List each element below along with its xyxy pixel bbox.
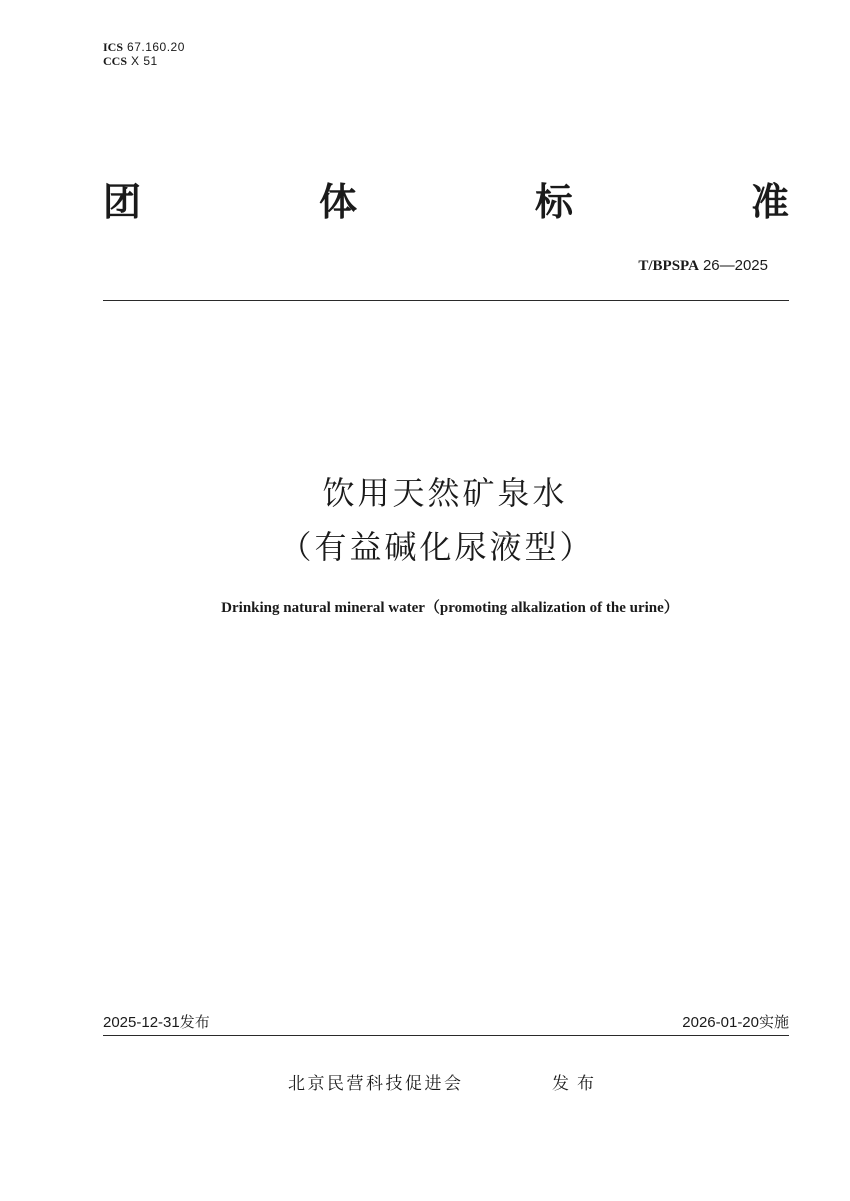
ics-value: 67.160.20 (127, 40, 185, 54)
standard-number (638, 256, 768, 275)
ics-label: ICS (103, 40, 124, 54)
top-divider (103, 300, 789, 301)
standard-type-char: 准 (750, 179, 789, 224)
classification-codes (103, 40, 185, 68)
issuer-name: 北京民营科技促进会 (288, 1074, 464, 1094)
standard-number-prefix: T/BPSPA (638, 258, 699, 274)
title-cn-line2: （有益碱化尿液型） (279, 528, 595, 566)
implementation-date: 2026-01-20实施 (682, 1014, 789, 1031)
standard-type-char: 标 (534, 179, 573, 224)
standard-type-char: 团 (103, 179, 142, 224)
standard-type-char: 体 (318, 179, 357, 224)
title-en: Drinking natural mineral water（promoting alkalization of the urine） (221, 600, 679, 616)
bottom-divider (103, 1035, 789, 1036)
ccs-value: X 51 (131, 54, 158, 68)
ccs-code (103, 54, 185, 68)
standard-number-value: 26—2025 (702, 257, 768, 274)
issuer-action: 发布 (552, 1074, 602, 1094)
ics-code (103, 40, 185, 54)
standard-type-heading (103, 172, 789, 224)
title-cn-line1: 饮用天然矿泉水 (322, 474, 568, 512)
release-date: 2025-12-31发布 (103, 1014, 210, 1031)
ccs-label: CCS (103, 54, 128, 68)
